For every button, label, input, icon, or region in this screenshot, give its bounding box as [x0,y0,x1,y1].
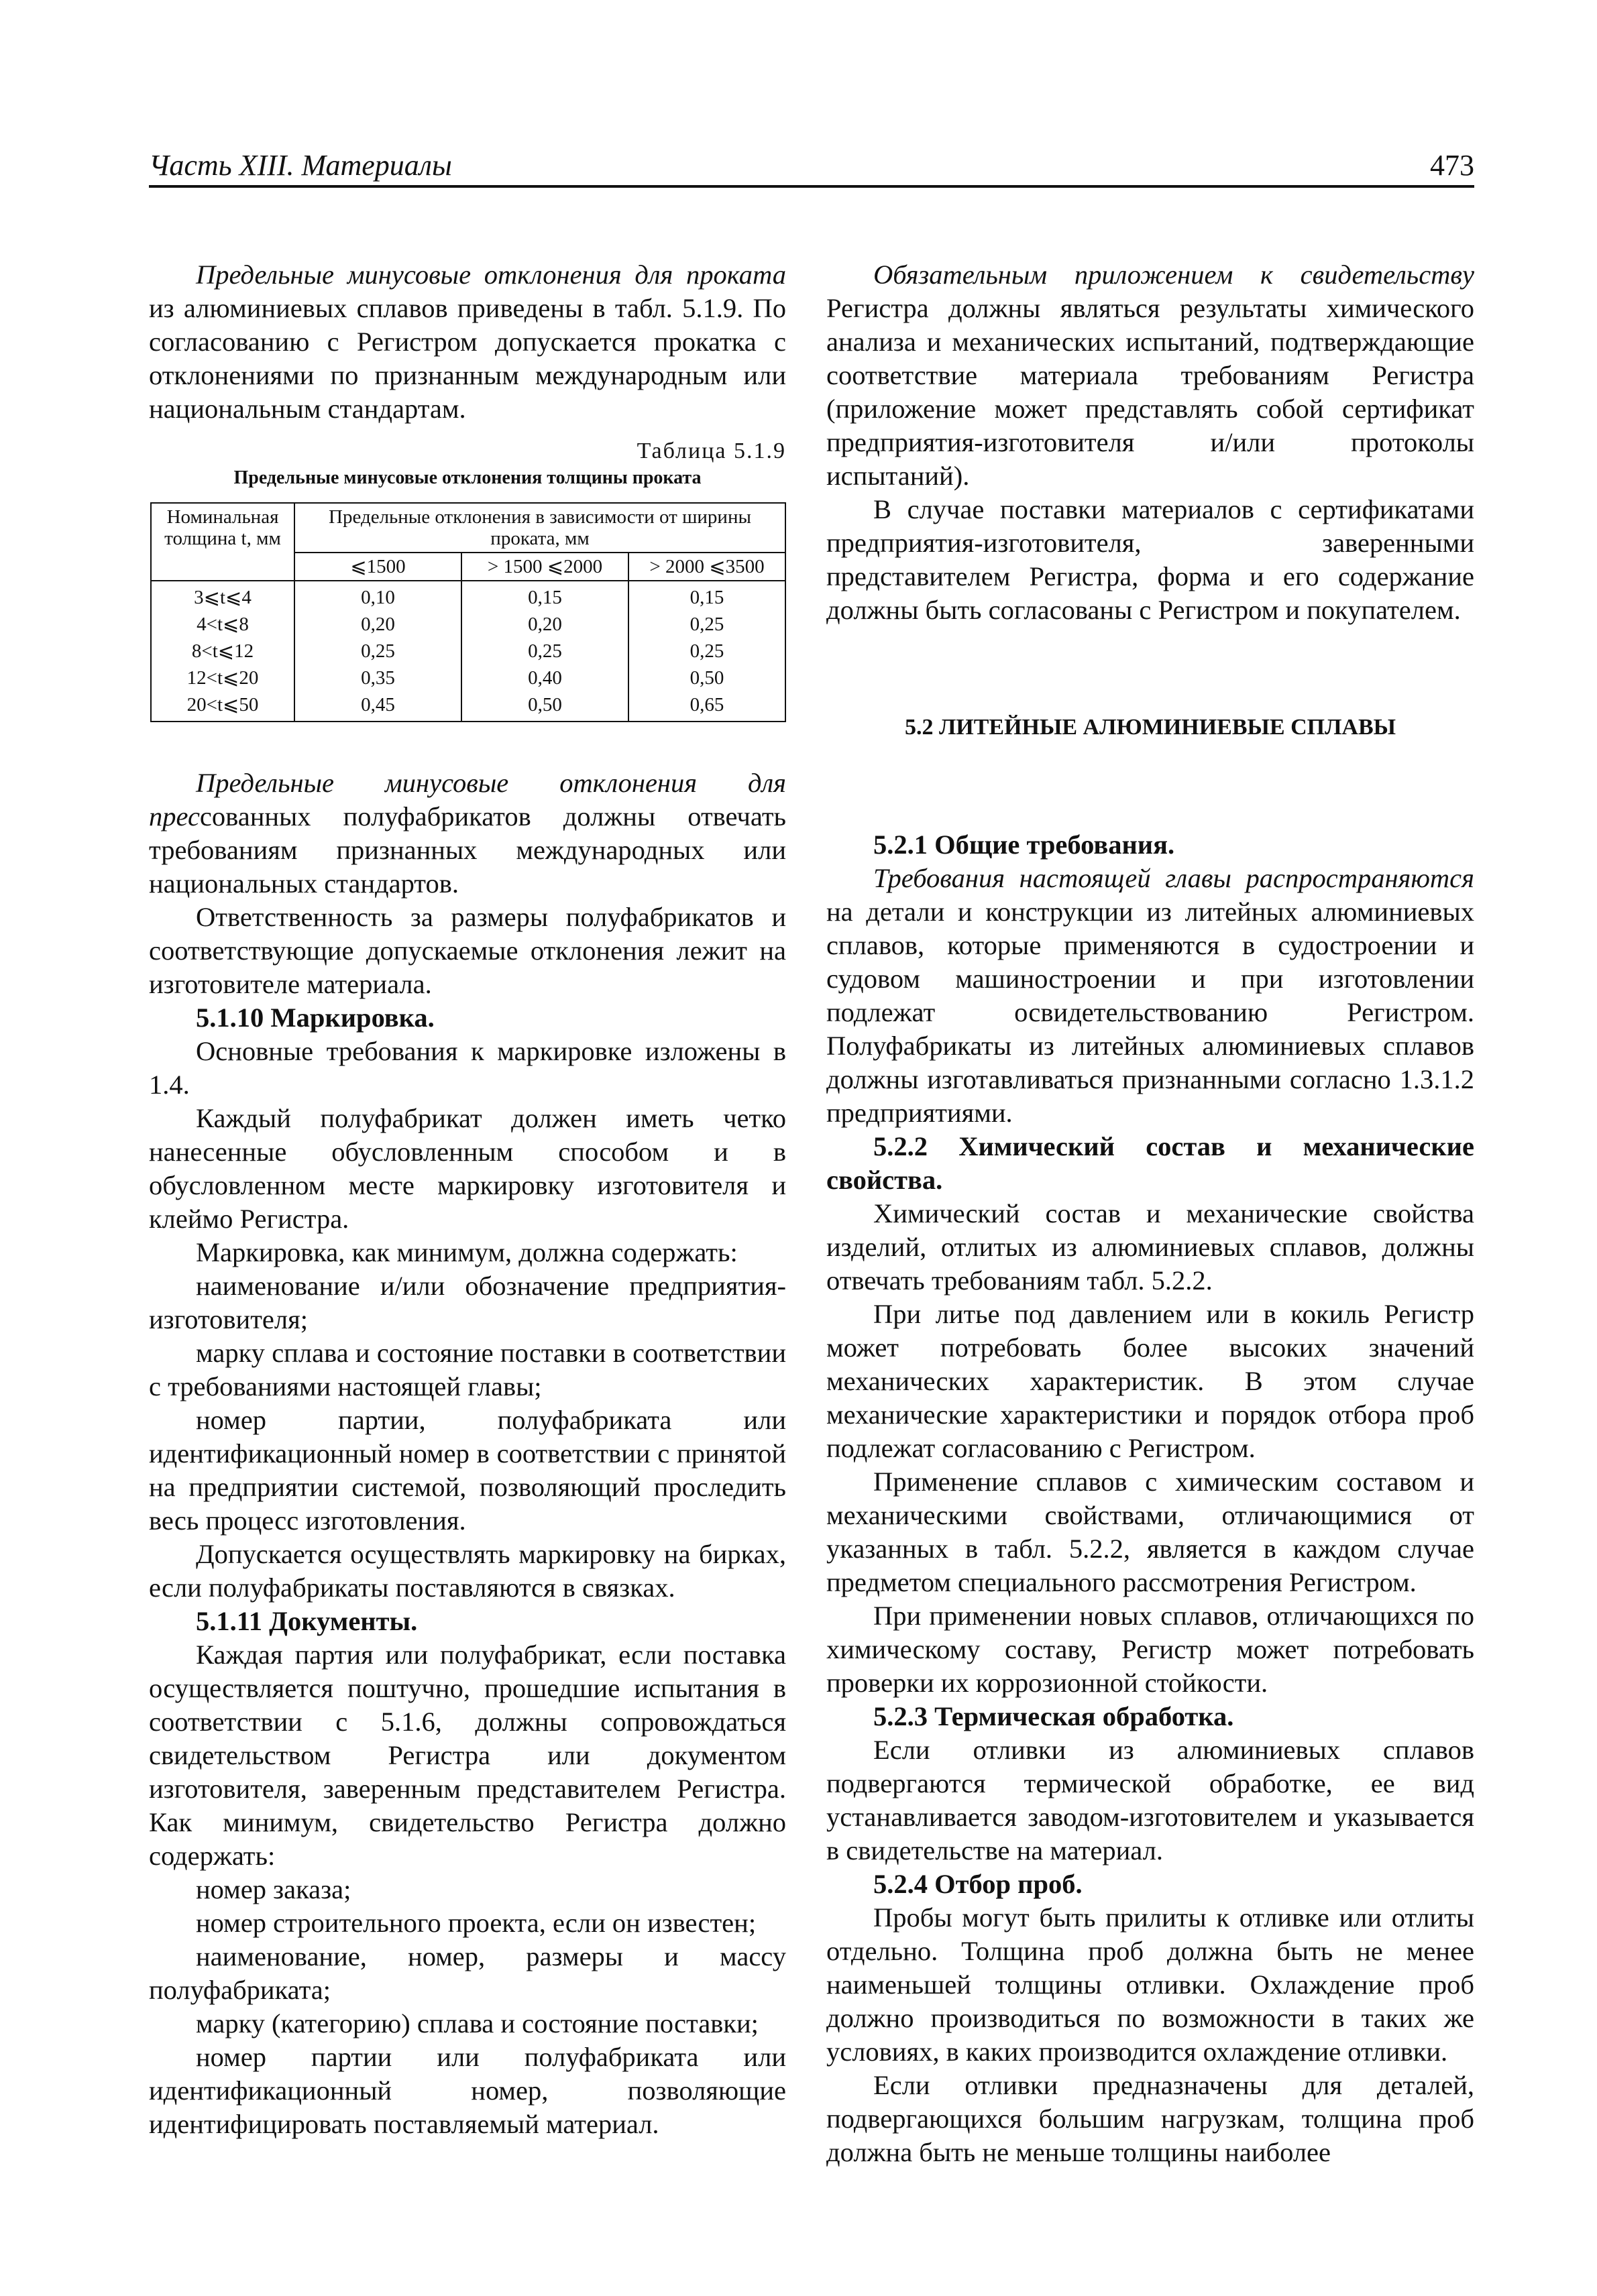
heading-5-2-2: 5.2.2 Химический состав и механические свойства. [826,1131,1474,1195]
table-cell: 0,10 0,20 0,25 0,35 0,45 [294,581,461,722]
list-item: номер заказа; [196,1874,351,1904]
list-item: номер строительного проекта, если он известен; [196,1908,757,1938]
table-caption: Таблица 5.1.9 [637,439,786,463]
paragraph: Ответственность за размеры полуфабрикатов и соответствующие допускаемые отклонения лежит на изготовителе материала. [149,902,786,999]
right-column [826,258,1474,2169]
heading-5-1-10: 5.1.10 Маркировка. [196,1002,435,1033]
paragraph: Каждая партия или полуфабрикат, если поставка осуществляется поштучно, прошедшие испытания в соответствии с 5.1.6, должны сопровождаться свидетельством Регистра или документом изготовителя, заверенным представителем Регистра. Как минимум, свидетельство Регистра должно содержать: [149,1640,786,1871]
paragraph: Если отливки предназначены для деталей, подвергающихся большим нагрузкам, толщина проб должна быть не меньше толщины наиболее [826,2070,1474,2167]
table-subheader: > 1500 ⩽2000 [461,553,628,581]
page-header [149,149,1474,188]
paragraph: Основные требования к маркировке изложены в 1.4. [149,1036,786,1100]
paragraph: Химический состав и механические свойства изделий, отлитых из алюминиевых сплавов, должны отвечать требованиям табл. 5.2.2. [826,1198,1474,1296]
paragraph: Предельные минусовые отклонения для прессованных полуфабрикатов должны отвечать требованиям признанных международных или национальных стандартов. [149,768,786,899]
heading-5-2-4: 5.2.4 Отбор проб. [873,1869,1083,1899]
paragraph: Каждый полуфабрикат должен иметь четко нанесенные обусловленным способом и в обусловленном месте маркировку изготовителя и клеймо Регистра. [149,1103,786,1234]
paragraph: Пробы могут быть прилиты к отливке или отлиты отдельно. Толщина проб должна быть не менее наименьшей толщины отливки. Охлаждение проб должно производиться по возможности в таких же условиях, в каких производится охлаждение отливки. [826,1902,1474,2067]
table-cell: 3⩽t⩽4 4<t⩽8 8<t⩽12 12<t⩽20 20<t⩽50 [151,581,294,722]
heading-5-2-3: 5.2.3 Термическая обработка. [873,1701,1234,1731]
list-item: наименование и/или обозначение предприятия-изготовителя; [149,1271,786,1334]
page-number: 473 [1430,149,1474,182]
paragraph: При литье под давлением или в кокиль Регистр может потребовать более высоких значений механических характеристик. В этом случае механические характеристики и порядок отбора проб подлежат согласованию с Регистром. [826,1299,1474,1463]
running-title: Часть XIII. Материалы [149,149,452,182]
table-header-width-group: Предельные отклонения в зависимости от ширины проката, мм [294,503,785,553]
paragraph: В случае поставки материалов с сертификатами предприятия-изготовителя, заверенными представителем Регистра, форма и его содержание должны быть согласованы с Регистром и покупателем. [826,494,1474,625]
table-cell: 0,15 0,25 0,25 0,50 0,65 [628,581,785,722]
table-cell: 0,15 0,20 0,25 0,40 0,50 [461,581,628,722]
table-header-thickness: Номинальная толщина t, мм [151,503,294,581]
list-item: номер партии или полуфабриката или идентификационный номер, позволяющие идентифицировать поставляемый материал. [149,2042,786,2139]
left-column [149,258,786,2141]
table-subheader: > 2000 ⩽3500 [628,553,785,581]
list-item: марку сплава и состояние поставки в соответствии с требованиями настоящей главы; [149,1338,786,1401]
deviation-table [150,502,786,722]
table-header-row [151,503,785,553]
paragraph: Если отливки из алюминиевых сплавов подвергаются термической обработке, ее вид устанавливается заводом-изготовителем и указывается в свидетельстве на материал. [826,1735,1474,1866]
table-title: Предельные минусовые отклонения толщины проката [233,467,702,488]
table-subheader: ⩽1500 [294,553,461,581]
section-title: 5.2 ЛИТЕЙНЫЕ АЛЮМИНИЕВЫЕ СПЛАВЫ [904,715,1396,740]
list-item: номер партии, полуфабриката или идентификационный номер в соответствии с принятой на предприятии системой, позволяющий проследить весь процесс изготовления. [149,1405,786,1536]
list-item: наименование, номер, размеры и массу полуфабриката; [149,1941,786,2005]
heading-5-1-11: 5.1.11 Документы. [196,1606,418,1636]
paragraph: Применение сплавов с химическим составом и механическими свойствами, отличающимися от указанных в табл. 5.2.2, является в каждом случае предметом специального рассмотрения Регистром. [826,1467,1474,1597]
table-body-row [151,581,785,722]
list-item: марку (категорию) сплава и состояние поставки; [196,2008,759,2039]
paragraph: Допускается осуществлять маркировку на бирках, если полуфабрикаты поставляются в связках. [149,1539,786,1603]
heading-5-2-1: 5.2.1 Общие требования. [873,829,1175,860]
paragraph: Предельные минусовые отклонения для проката из алюминиевых сплавов приведены в табл. 5.1.9. По согласованию с Регистром допускается прокатка с отклонениями по признанным международным или национальным стандартам. [149,260,786,424]
paragraph: Обязательным приложением к свидетельству Регистра должны являться результаты химического анализа и механических испытаний, подтверждающие соответствие материала требованиям Регистра (приложение может представлять собой сертификат предприятия-изготовителя и/или протоколы испытаний). [826,260,1474,491]
paragraph: Требования настоящей главы распространяются на детали и конструкции из литейных алюминиевых сплавов, которые применяются в судостроении и судовом машиностроении и при изготовлении подлежат освидетельствованию Регистром. Полуфабрикаты из литейных алюминиевых сплавов должны изготавливаться признанными согласно 1.3.1.2 предприятиями. [826,863,1474,1128]
paragraph: При применении новых сплавов, отличающихся по химическому составу, Регистр может потребовать проверки их коррозионной стойкости. [826,1601,1474,1698]
paragraph: Маркировка, как минимум, должна содержать: [196,1237,738,1267]
